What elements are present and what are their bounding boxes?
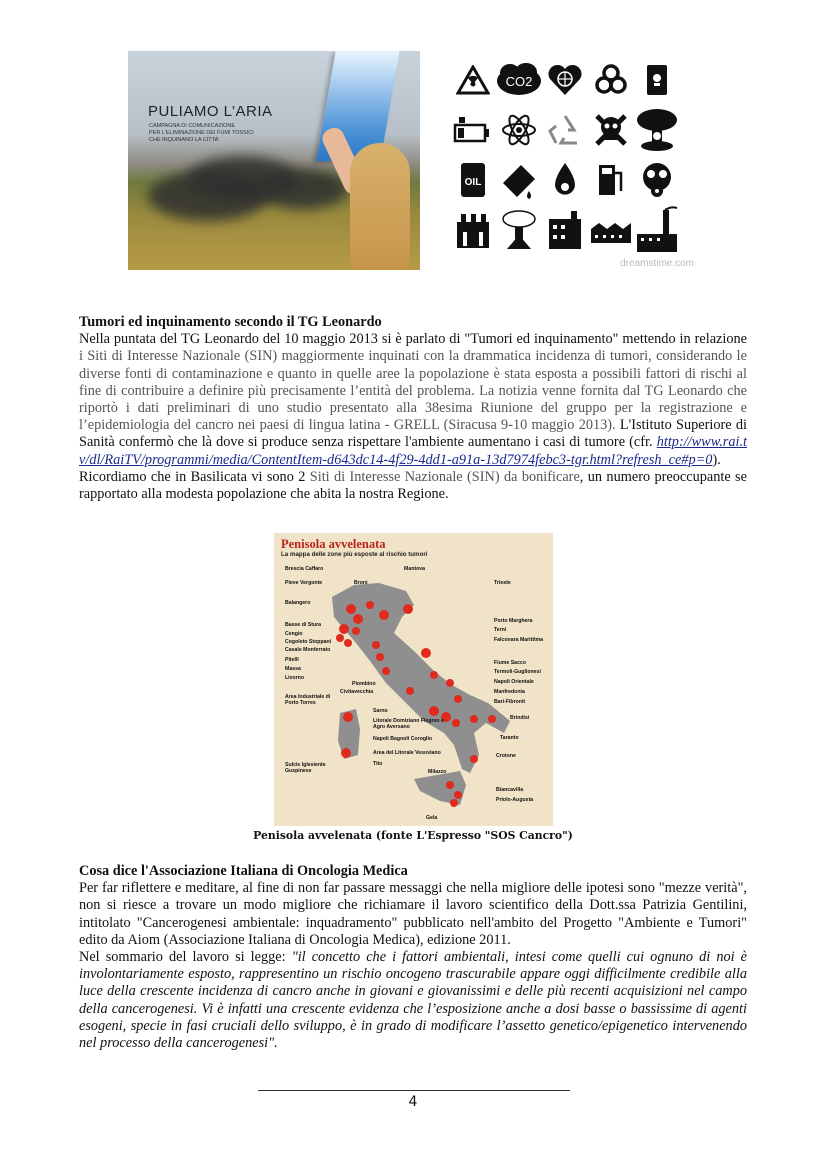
paragraph: Per far riflettere e meditare, al fine di non far passare messaggi che nella migliore delle ipotesi sono "mezze verità", non si riesce a trovare un modo migliore che richiamare il lavoro scientifico della Dott.ssa Patrizia Gentilini, intitolato "Cancerogenesi ambientale: inquadramento" pubblicato nell'ambito del Progetto "Ambiente e Tumori" edito da Aiom (Associazione Italiana di Oncologia Medica), edizione 2011.	[79, 880, 747, 948]
map-label: Gela	[426, 815, 438, 821]
campaign-title: PULIAMO L’ARIA	[148, 103, 273, 120]
industrial-plant-icon	[588, 205, 634, 255]
paragraph: Nel sommario del lavoro si legge: "il concetto che i fattori ambientali, intesi come quelli cui ognuno di noi è involontariamente esposto, rappresentino un rischio oncogeno trascurabile appare oggi difficilmente credibile alla luce della crescente incidenza di cancro anche in giovani e giovanissimi e delle più recenti acquisizioni nel campo della cancerogenesi. Vi è infatti una crescente evidenza che l’esposizione anche a dosi basse o bassissime di agenti esogeni, specie in fasi cruciali dello sviluppo, è in grado di modificare l’assetto genetico/epigenetico intervenendo nel processo della cancerogenesi".	[79, 949, 747, 1052]
map-label: Priolo-Augusta	[496, 797, 534, 803]
oil-label: OIL	[464, 177, 482, 188]
quote: "il concetto che i fattori ambientali, intesi come quelli cui ognuno di noi è involontariamente esposto, rappresentino un rischio oncogeno trascurabile appare oggi difficilmente credibile alla luce della crescente incidenza di cancro anche in giovani e giovanissimi e delle più recenti acquisizioni nel campo della cancerogenesi. Vi è infatti una crescente evidenza che l’esposizione anche a dosi basse o bassissime di agenti esogeni, specie in fasi cruciali dello sviluppo, è in grado di modificare l’assetto genetico/epigenetico intervenendo nel processo della cancerogenesi".	[79, 949, 747, 1052]
map-title: Penisola avvelenata	[281, 537, 386, 551]
map-label: Casale Monferrato	[285, 647, 331, 653]
map-label: Bari-Fibronit	[494, 699, 526, 705]
map-label: Brescia Caffaro	[285, 566, 324, 572]
battery-icon	[450, 105, 496, 155]
section-heading: Tumori ed inquinamento secondo il TG Leonardo	[79, 314, 382, 330]
map-label: Manfredonia	[494, 689, 525, 695]
section-aiom	[79, 863, 747, 1052]
map-label: Massa	[285, 666, 301, 672]
map-label: Biancavilla	[496, 787, 524, 793]
map-label: Basse di Stura	[285, 622, 322, 628]
radiation-icon	[450, 55, 496, 105]
figure-caption: Penisola avvelenata (fonte L'Espresso "SOS Cancro")	[253, 829, 573, 842]
earth-heart-icon	[542, 55, 588, 105]
building-icon	[542, 205, 588, 255]
map-label: Pitelli	[285, 657, 299, 663]
section-tg-leonardo	[79, 314, 747, 503]
toxic-barrel-icon	[634, 55, 680, 105]
cloud-nuclear-icon	[496, 205, 542, 255]
factory-chimney-icon	[634, 205, 680, 255]
map-label: Cogoleto Stoppani	[285, 639, 332, 645]
icon-grid	[450, 55, 680, 255]
oil-drop-icon	[542, 155, 588, 205]
map-label: Civitavecchia	[340, 689, 374, 695]
map-label: Litorale Domiziano Flegreo e Agro Aversano	[373, 718, 444, 731]
watermark: dreamstime.com	[620, 258, 694, 269]
map-label: Livorno	[285, 675, 305, 681]
campaign-image	[128, 51, 420, 270]
map-label: Sarno	[373, 708, 388, 714]
map-label: Fiume Sacco	[494, 660, 527, 666]
map-label: Porto Marghera	[494, 618, 533, 624]
map-label: Napoli Bagnoli Coroglio	[373, 736, 433, 742]
map-label: Sulcis Iglesiente Guspinese	[285, 762, 326, 775]
co2-label: CO2	[505, 74, 533, 89]
gas-mask-icon	[634, 155, 680, 205]
map-label: Cengio	[285, 631, 303, 637]
map-label: Piombino	[352, 681, 376, 687]
map-label: Area Industriale di Porto Torres	[285, 694, 331, 707]
map-label: Termoli-Guglionesi	[494, 669, 541, 675]
map-label: Taranto	[500, 735, 519, 741]
map-label: Milazzo	[428, 769, 447, 775]
page-number: 4	[408, 1094, 418, 1110]
map-label: Balangero	[285, 600, 311, 606]
map-label: Area del Litorale Vesuviano	[373, 750, 441, 756]
map-label: Crotone	[496, 753, 516, 759]
map-subtitle: La mappa delle zone più esposte al rischio tumori	[281, 551, 428, 558]
girl-figure	[350, 143, 410, 270]
recycle-icon	[542, 105, 588, 155]
nuclear-explosion-icon	[634, 105, 680, 155]
map-label: Brindisi	[510, 715, 530, 721]
section-heading: Cosa dice l'Associazione Italiana di Oncologia Medica	[79, 863, 408, 879]
map-label: Mantova	[404, 566, 426, 572]
map-label: Napoli Orientale	[494, 679, 534, 685]
pollution-icons-image	[446, 51, 698, 272]
biohazard-icon	[588, 55, 634, 105]
map-label: Trieste	[494, 580, 511, 586]
map-label: Pieve Vergonte	[285, 580, 323, 586]
map-label: Tito	[373, 761, 383, 767]
map-label: Falconara Marittima	[494, 637, 544, 643]
italy-map-figure	[274, 533, 553, 826]
campaign-subtitle: CAMPAGNA DI COMUNICAZIONE PER L'ELIMINAZIONE DEI FUMI TOSSICI CHE INQUINANO LA CITTA'	[149, 123, 254, 143]
factory-icon	[450, 205, 496, 255]
atom-icon	[496, 105, 542, 155]
map-label: Terni	[494, 627, 507, 633]
footer-rule	[258, 1090, 570, 1091]
oil-can-icon	[496, 155, 542, 205]
fuel-pump-icon	[588, 155, 634, 205]
rai-link[interactable]: http://www.rai.tv/dl/RaiTV/programmi/media/ContentItem-d643dc14-4f29-4dd1-a91a-13d7974febc3-tgr.html?refresh_ce#p=0	[79, 434, 748, 468]
map-label: Broni	[354, 580, 368, 586]
oil-barrel-icon	[450, 155, 496, 205]
skull-crossbones-icon	[588, 105, 634, 155]
co2-icon	[496, 55, 542, 105]
paragraph: Nella puntata del TG Leonardo del 10 maggio 2013 si è parlato di "Tumori ed inquinamento" mettendo in relazione i Siti di Interesse Nazionale (SIN) maggiormente inquinati con la drammatica incidenza di tumori, considerando le diverse fonti di contaminazione e quanto in quelle aree la popolazione è stata esposta a possibili fattori di rischi al fine di contribuire a definire più precisamente l’entità del problema. La notizia venne fornita dal TG Leonardo che riportò i dati preliminari di uno studio presentato alla 38esima Riunione del gruppo per la registrazione e l’epidemiologia del cancro nei paesi di lingua latina - GRELL (Siracusa 9-10 maggio 2013). L'Istituto Superiore di Sanità confermò che là dove si produce senza rispettare l'ambiente aumentano i casi di tumore (cfr. http://www.rai.tv/dl/RaiTV/programmi/media/ContentItem-d643dc14-4f29-4dd1-a91a-13d7974febc3-tgr.html?refresh_ce#p=0). Ricordiamo che in Basilicata vi sono 2 Siti di Interesse Nazionale (SIN) da bonificare, un numero preoccupante se rapportato alla modesta popolazione che abita la nostra Regione.	[79, 331, 748, 503]
